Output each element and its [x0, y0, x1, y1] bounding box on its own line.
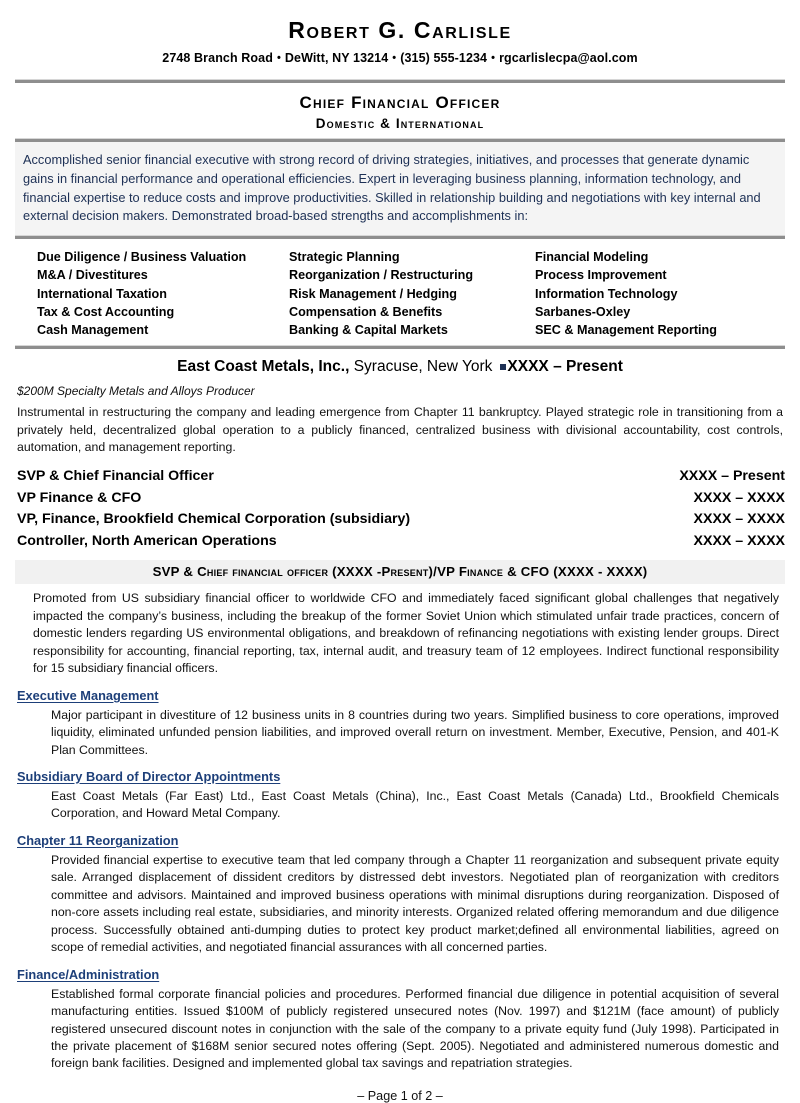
competency-item: M&A / Divestitures [37, 268, 148, 283]
contact-address: 2748 Branch Road [162, 50, 273, 65]
professional-summary: Accomplished senior financial executive with strong record of driving strategies, initiatives, and processes that generate dynamic gains in financial performance and operational efficiencies. Expert in leveraging business planning, information technology, and financial expertise to reduce costs and improve productivities. Skilled in relationship building and negotiations with key internal and external decision makers. Demonstrated broad-based strengths and accomplishments in: [15, 142, 785, 235]
company-description: Instrumental in restructuring the company and leading emergence from Chapter 11 bankruptcy. Played strategic role in transitioning from a privately held, decentralized global operation to a publicly financed, centralized business with divisional accountability, cost controls, automation, and management reporting. [17, 405, 783, 454]
contact-line [15, 51, 785, 65]
competency-item: Strategic Planning [289, 250, 400, 265]
role-band: SVP & Chief financial officer (XXXX -Present)/VP Finance & CFO (XXXX - XXXX) [15, 560, 785, 584]
section-heading-finance-administration: Finance/Administration [17, 966, 160, 982]
competency-item: Financial Modeling [535, 250, 649, 265]
page-footer: – Page 1 of 2 – [357, 1088, 443, 1103]
competency-column-2 [289, 248, 535, 339]
contact-city-state-zip: DeWitt, NY 13214 [284, 50, 389, 65]
core-competencies [15, 239, 785, 345]
position-title: Controller, North American Operations [17, 532, 277, 549]
competency-item: SEC & Management Reporting [535, 323, 717, 338]
headline-block [15, 83, 785, 138]
company-dates: XXXX – Present [507, 358, 623, 376]
position-row [17, 488, 785, 510]
contact-separator-3: • [491, 51, 496, 64]
competency-item: International Taxation [37, 286, 167, 301]
section-text-finance-administration: Established formal corporate financial policies and procedures. Performed financial due diligence in potential acquisition of several manufacturing entities. Issued $100M of publicly registered unsecured notes (Nov. 1997) and $121M (face amount) of publicly registered unsecured discount notes in conjunction with the sale of the company to a private equity fund (July 1998). Participated in the private placement of $168M senior secured notes offering (Sept. 2005). Negotiated and administered numerous domestic and foreign bank facilities. Designed and implemented global tax savings and repatriation strategies. [51, 986, 779, 1071]
square-bullet-icon [500, 364, 506, 370]
section-text-chapter-11: Provided financial expertise to executive team that led company through a Chapter 11 reorganization and subsequent private equity sale. Arranged displacement of dissident creditors by distressed debt investors. Negotiated plan of reorganization with creditors committee and advisors. Maintained and improved business operations with minimal disruptions during reorganization. Disposed of non-core assets including real estate, subsidiaries, and minority interests. Organized related offering memorandum and due diligence process. Successfully obtained anti-dumping duties to protect key product market;defined all environmental liabilities, agreed on scope of remedial activities, and negotiated financial assurances with all concerned parties. [51, 852, 779, 955]
position-dates: XXXX – XXXX [693, 511, 785, 528]
position-row [17, 531, 785, 553]
position-title: VP Finance & CFO [17, 489, 142, 506]
company-name: East Coast Metals, Inc., [177, 358, 350, 376]
competency-item: Risk Management / Hedging [289, 286, 457, 301]
competency-item: Compensation & Benefits [289, 304, 443, 319]
position-dates: XXXX – XXXX [693, 532, 785, 549]
competency-item: Information Technology [535, 286, 678, 301]
page-title: Robert G. Carlisle [288, 17, 512, 43]
contact-separator-2: • [392, 51, 397, 64]
competency-item: Process Improvement [535, 268, 667, 283]
headline-job-title: Chief Financial Officer [299, 92, 501, 112]
role-intro-paragraph: Promoted from US subsidiary financial officer to worldwide CFO and immediately faced significant global challenges that negatively impacted the company’s business, including the breakup of the former Soviet Union which stimulated unfair trade practices, concern of domestic lenders regarding US environmental obligations, and breakdown of refinancing negotiations with existing lender groups. Direct responsibility for accounting, financial reporting, tax, internal audit, and treasury team of 12 employees. Indirect functional responsibility for 15 subsidiary financial officers. [33, 591, 779, 676]
contact-email[interactable]: rgcarlislecpa@aol.com [499, 50, 638, 65]
position-row [17, 509, 785, 531]
competency-item: Banking & Capital Markets [289, 323, 448, 338]
competency-item: Due Diligence / Business Valuation [37, 250, 247, 265]
position-title: VP, Finance, Brookfield Chemical Corporation (subsidiary) [17, 511, 411, 528]
position-dates: XXXX – XXXX [693, 489, 785, 506]
section-heading-executive-management: Executive Management [17, 687, 159, 703]
section-heading-chapter-11: Chapter 11 Reorganization [17, 832, 179, 848]
company-header [15, 349, 785, 379]
competency-item: Reorganization / Restructuring [289, 268, 474, 283]
position-dates: XXXX – Present [679, 468, 785, 485]
contact-separator-1: • [276, 51, 281, 64]
section-text-subsidiary-board: East Coast Metals (Far East) Ltd., East Coast Metals (China), Inc., East Coast Metals (Canada) Ltd., Brookfield Chemicals Corporation, and Howard Metal Company. [51, 788, 779, 821]
section-heading-subsidiary-board: Subsidiary Board of Director Appointments [17, 768, 281, 784]
section-text-executive-management: Major participant in divestiture of 12 business units in 8 countries during two years. Simplified business to core operations, improved liquidity, eliminated unfunded pension liabilities, and improved overall return on investment. Member, Executive, Pension, and 401-K Plan Committees. [51, 707, 779, 757]
headline-scope: Domestic & International [315, 116, 485, 131]
competency-item: Tax & Cost Accounting [37, 304, 175, 319]
company-location: Syracuse, New York [353, 358, 493, 376]
contact-phone: (315) 555-1234 [400, 50, 488, 65]
position-row [17, 466, 785, 488]
competency-column-3 [535, 248, 785, 339]
competency-item: Sarbanes-Oxley [535, 304, 631, 319]
positions-list [15, 456, 785, 556]
competency-column-1 [15, 248, 289, 339]
position-title: SVP & Chief Financial Officer [17, 468, 214, 485]
company-tagline: $200M Specialty Metals and Alloys Producer [17, 384, 255, 399]
competency-item: Cash Management [37, 323, 149, 338]
